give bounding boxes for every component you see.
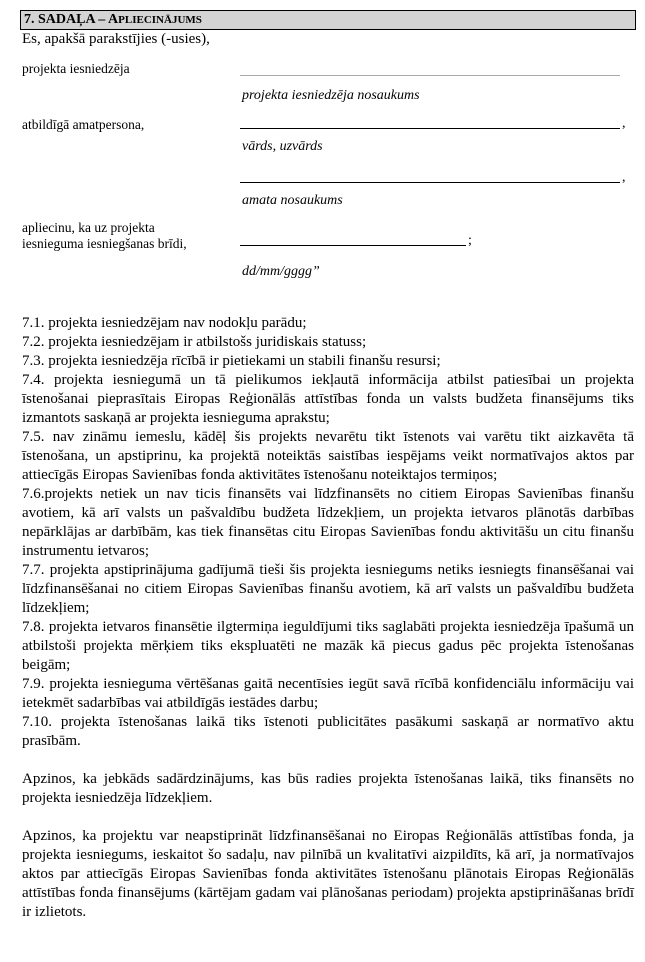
date-caption: dd/mm/gggg”	[242, 264, 320, 279]
certification-item: 7.1. projekta iesniedzējam nav nodokļu parādu;	[22, 315, 307, 331]
certification-item: 7.6.projekts netiek un nav ticis finansēts vai līdzfinansēts no citiem Eiropas Savienības finanšu avotiem, kā arī valsts un pašvaldību budžeta līdzekļiem, un projekta ietvaros plānotās darbības nepārklājas ar darbībām, kas tiek finansētas citu Eiropas Savienības fondu aktivitāšu un citu finanšu instrumentu ietvaros;	[22, 486, 634, 559]
certification-item: 7.2. projekta iesniedzējam ir atbilstošs juridiskais statuss;	[22, 334, 367, 350]
closing-paragraph-funding: Apzinos, ka projektu var neapstiprināt līdzfinansēšanai no Eiropas Reģionālās attīstības fonda, ja projekta iesniegums, ieskaitot šo sadaļu, nav pilnībā un kvalitatīvi aizpildīts, kā arī, ja normatīvajos aktos par attiecīgās Eiropas Savienības fonda aktivitātes īstenošanu plānotais Eiropas Reģionālās attīstības fonda finansējums (kārtējam gadam vai plānošanas periodam) projekta apstiprināšanas brīdī ir izlietots.	[22, 828, 634, 920]
date-semicolon: ;	[468, 233, 472, 248]
applicant-caption: projekta iesniedzēja nosaukums	[242, 88, 420, 103]
name-caption: vārds, uzvārds	[242, 139, 323, 154]
position-caption: amata nosaukums	[242, 193, 343, 208]
date-line[interactable]	[240, 245, 466, 246]
intro-text: Es, apakšā parakstījies (-usies),	[22, 31, 210, 47]
official-position-line[interactable]	[240, 182, 620, 183]
section-header	[20, 10, 636, 30]
official-name-line[interactable]	[240, 128, 620, 129]
closing-paragraph-cost: Apzinos, ka jebkāds sadārdzinājums, kas būs radies projekta īstenošanas laikā, tiks finansēts no projekta iesniedzēja līdzekļiem.	[22, 771, 634, 806]
certification-item: 7.4. projekta iesniegumā un tā pielikumos iekļautā informācija atbilst patiesībai un projekta īstenošanai pieprasītais Eiropas Reģionālās attīstības fonda un valsts budžeta finansējums tiks izmantots saskaņā ar projekta iesnieguma aprakstu;	[22, 372, 634, 426]
certification-item: 7.9. projekta iesnieguma vērtēšanas gaitā necentīsies iegūt savā rīcībā konfidenciālu informāciju vai ietekmēt sadarbības vai atbildīgās iestādes darbu;	[22, 676, 634, 711]
section-title-initial: A	[108, 12, 119, 27]
certification-item: 7.3. projekta iesniedzēja rīcībā ir pietiekami un stabili finanšu resursi;	[22, 353, 441, 369]
applicant-name-line[interactable]	[240, 75, 620, 76]
certification-item: 7.10. projekta īstenošanas laikā tiks īstenoti publicitātes pasākumi saskaņā ar normatīvo aktu prasībām.	[22, 714, 634, 749]
applicant-label: projekta iesniedzēja	[22, 61, 130, 76]
certify-label-line-2: iesnieguma iesniegšanas brīdi,	[22, 236, 187, 251]
certify-label-line-1: apliecinu, ka uz projekta	[22, 220, 155, 235]
official-label: atbildīgā amatpersona,	[22, 117, 145, 132]
certification-item: 7.5. nav zināmu iemeslu, kādēļ šis projekts nevarētu tikt īstenots vai varētu tikt aizkavēta tā īstenošana, un apstiprinu, ka projektā noteiktās saistības iespējams veikt normatīvajos aktos par attiecīgās Eiropas Savienības fonda aktivitātes īstenošanu noteiktajos termiņos;	[22, 429, 634, 483]
certification-body	[22, 314, 634, 922]
certification-item: 7.7. projekta apstiprinājuma gadījumā tieši šis projekta iesniegums netiks iesniegts finansēšanai vai līdzfinansēšanai no citiem Eiropas Savienības finanšu avotiem, kā arī valsts un pašvaldību budžeta līdzekļiem;	[22, 562, 634, 616]
name-comma: ,	[622, 116, 626, 131]
certification-item: 7.8. projekta ietvaros finansētie ilgtermiņa ieguldījumi tiks saglabāti projekta iesniedzēja īpašumā un atbilstoši projekta mērķiem tiks ekspluatēti ne mazāk kā piecus gadus pēc projekta īstenošanas beigām;	[22, 619, 634, 673]
section-number: 7. SADAĻA –	[24, 12, 109, 27]
section-title-rest: PLIECINĀJUMS	[118, 14, 202, 26]
position-comma: ,	[622, 170, 626, 185]
